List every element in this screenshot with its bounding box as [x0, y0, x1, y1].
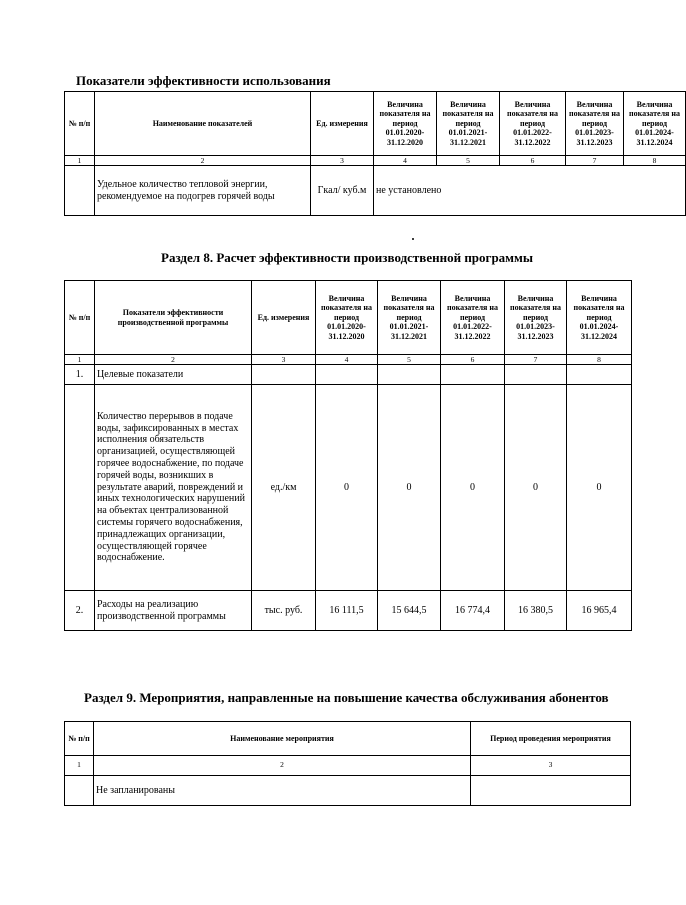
table1 — [64, 91, 686, 216]
table1-header-row — [65, 92, 686, 156]
num-cell: 1 — [65, 156, 95, 166]
num-cell: 1 — [65, 756, 94, 776]
table-row — [65, 365, 632, 385]
table-row — [65, 385, 632, 591]
row-no-cell — [65, 776, 94, 806]
section9-title: Раздел 9. Мероприятия, направленные на повышение качества обслуживания абонентов — [84, 690, 609, 705]
value-cell-2020: 16 111,5 — [316, 591, 378, 631]
col-2021-header: Величина показателя на период 01.01.2021-31.12.2021 — [437, 92, 500, 156]
num-cell: 3 — [252, 355, 316, 365]
col-unit-header: Ед. измерения — [252, 281, 316, 355]
col-name-header: Наименование показателей — [95, 92, 311, 156]
row-unit-cell: тыс. руб. — [252, 591, 316, 631]
num-cell: 7 — [566, 156, 624, 166]
empty-cell — [378, 365, 441, 385]
num-cell: 8 — [624, 156, 686, 166]
row-value-cell: не установлено — [374, 166, 686, 216]
num-cell: 6 — [500, 156, 566, 166]
num-cell: 2 — [95, 355, 252, 365]
col-2023-header: Величина показателя на период 01.01.2023-31.12.2023 — [566, 92, 624, 156]
section8-title: Раздел 8. Расчет эффективности производственной программы — [161, 250, 534, 265]
col-2024-header: Величина показателя на период 01.01.2024-31.12.2024 — [567, 281, 632, 355]
num-cell: 2 — [94, 756, 471, 776]
col-2023-header: Величина показателя на период 01.01.2023-31.12.2023 — [505, 281, 567, 355]
row-no-cell — [65, 385, 95, 591]
table9 — [64, 721, 631, 806]
row-unit-cell: ед./км — [252, 385, 316, 591]
col-2024-header: Величина показателя на период 01.01.2024-31.12.2024 — [624, 92, 686, 156]
value-cell-2022: 0 — [441, 385, 505, 591]
table-row — [65, 591, 632, 631]
col-period-header: Период проведения мероприятия — [471, 722, 631, 756]
value-cell-2021: 0 — [378, 385, 441, 591]
value-cell-2023: 16 380,5 — [505, 591, 567, 631]
col-2020-header: Величина показателя на период 01.01.2020-31.12.2020 — [316, 281, 378, 355]
row-period-cell — [471, 776, 631, 806]
empty-cell — [252, 365, 316, 385]
row-name-cell: Количество перерывов в подаче воды, зафиксированных в местах исполнения обязательств организацией, осуществляющей горячее водоснабжение, по подаче горячей воды, возникших в результате аварий, повреждений и иных технологических нарушений на объектах централизованной системы горячего водоснабжения, принадлежащих организации, осуществляющей горячее водоснабжение. — [95, 385, 252, 591]
num-cell: 4 — [316, 355, 378, 365]
num-cell: 3 — [311, 156, 374, 166]
row-no-cell: 1. — [65, 365, 95, 385]
row-name-cell: Расходы на реализацию производственной программы — [95, 591, 252, 631]
row-unit-cell: Гкал/ куб.м — [311, 166, 374, 216]
col-2022-header: Величина показателя на период 01.01.2022-31.12.2022 — [441, 281, 505, 355]
col-no-header: № п/п — [65, 722, 94, 756]
table8 — [64, 280, 632, 631]
col-name-header: Наименование мероприятия — [94, 722, 471, 756]
row-name-cell: Не запланированы — [94, 776, 471, 806]
table9-header-row — [65, 722, 631, 756]
table8-header-row — [65, 281, 632, 355]
num-cell: 5 — [378, 355, 441, 365]
table1-title: Показатели эффективности использования — [76, 73, 331, 88]
table-row — [65, 776, 631, 806]
col-2020-header: Величина показателя на период 01.01.2020-31.12.2020 — [374, 92, 437, 156]
value-cell-2020: 0 — [316, 385, 378, 591]
value-cell-2024: 16 965,4 — [567, 591, 632, 631]
num-cell: 2 — [95, 156, 311, 166]
num-cell: 6 — [441, 355, 505, 365]
empty-cell — [316, 365, 378, 385]
col-name-header: Показатели эффективности производственной программы — [95, 281, 252, 355]
table1-number-row — [65, 156, 686, 166]
num-cell: 1 — [65, 355, 95, 365]
col-unit-header: Ед. измерения — [311, 92, 374, 156]
scan-speck — [412, 238, 414, 240]
num-cell: 8 — [567, 355, 632, 365]
empty-cell — [567, 365, 632, 385]
value-cell-2024: 0 — [567, 385, 632, 591]
row-name-cell: Удельное количество тепловой энергии, рекомендуемое на подогрев горячей воды — [95, 166, 311, 216]
table-row — [65, 166, 686, 216]
num-cell: 5 — [437, 156, 500, 166]
col-no-header: № п/п — [65, 281, 95, 355]
empty-cell — [505, 365, 567, 385]
num-cell: 4 — [374, 156, 437, 166]
value-cell-2023: 0 — [505, 385, 567, 591]
col-no-header: № п/п — [65, 92, 95, 156]
table8-number-row — [65, 355, 632, 365]
col-2022-header: Величина показателя на период 01.01.2022-31.12.2022 — [500, 92, 566, 156]
empty-cell — [441, 365, 505, 385]
row-no-cell — [65, 166, 95, 216]
num-cell: 7 — [505, 355, 567, 365]
num-cell: 3 — [471, 756, 631, 776]
value-cell-2022: 16 774,4 — [441, 591, 505, 631]
row-name-cell: Целевые показатели — [95, 365, 252, 385]
table9-number-row — [65, 756, 631, 776]
col-2021-header: Величина показателя на период 01.01.2021-31.12.2021 — [378, 281, 441, 355]
value-cell-2021: 15 644,5 — [378, 591, 441, 631]
row-no-cell: 2. — [65, 591, 95, 631]
